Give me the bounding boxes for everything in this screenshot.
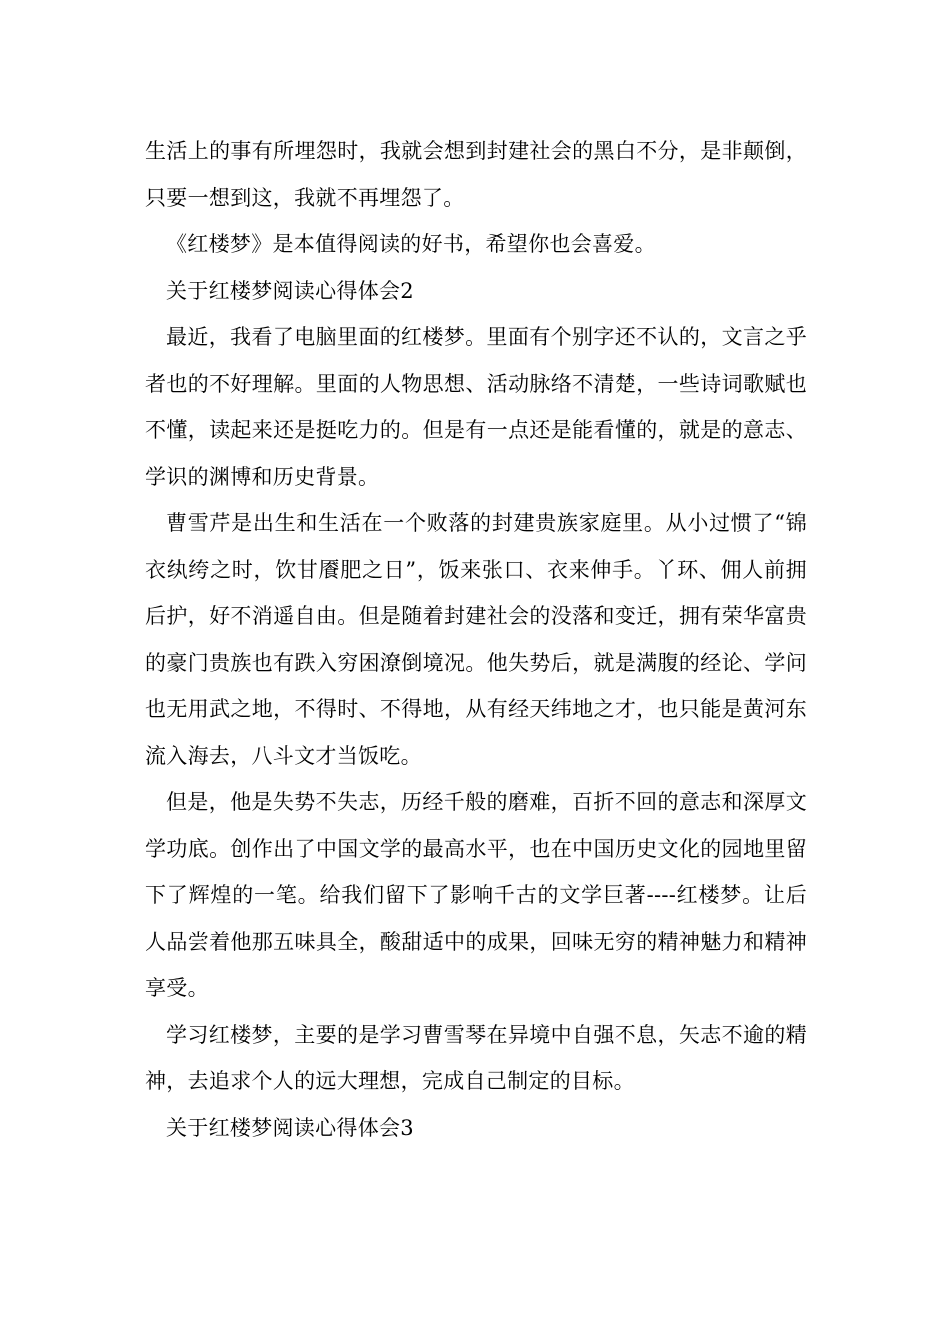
section-heading-3: 关于红楼梦阅读心得体会3: [166, 1115, 414, 1140]
document-body: [145, 128, 807, 1151]
paragraph-reading-experience: 最近，我看了电脑里面的红楼梦。里面有个别字还不认的，文言之乎者也的不好理解。里面的人物思想、活动脉络不清楚，一些诗词歌赋也不懂，读起来还是挺吃力的。但是有一点还是能看懂的，就是的意志、学识的渊博和历史背景。: [145, 325, 807, 489]
paragraph-cao-xueqin-background: 曹雪芹是出生和生活在一个败落的封建贵族家庭里。从小过惯了“锦衣纨绔之时，饮甘餍肥之日”，饭来张口、衣来伸手。丫环、佣人前拥后护，好不消遥自由。但是随着封建社会的没落和变迁，拥有荣华富贵的豪门贵族也有跌入穷困潦倒境况。他失势后，就是满腹的经论、学问也无用武之地，不得时、不得地，从有经天纬地之才，也只能是黄河东流入海去，八斗文才当饭吃。: [145, 511, 807, 768]
paragraph-perseverance: 但是，他是失势不失志，历经千般的磨难，百折不回的意志和深厚文学功底。创作出了中国文学的最高水平，也在中国历史文化的园地里留下了辉煌的一笔。给我们留下了影响千古的文学巨著----红楼梦。让后人品尝着他那五味具全，酸甜适中的成果，回味无穷的精神魅力和精神享受。: [145, 790, 807, 1000]
paragraph-continuation: 生活上的事有所埋怨时，我就会想到封建社会的黑白不分，是非颠倒，只要一想到这，我就不再埋怨了。: [145, 139, 807, 210]
paragraph-lesson: 学习红楼梦，主要的是学习曹雪琴在异境中自强不息，矢志不逾的精神，去追求个人的远大理想，完成自己制定的目标。: [145, 1022, 807, 1093]
section-heading-2: 关于红楼梦阅读心得体会2: [166, 278, 414, 303]
paragraph-recommendation: 《红楼梦》是本值得阅读的好书，希望你也会喜爱。: [166, 232, 656, 256]
